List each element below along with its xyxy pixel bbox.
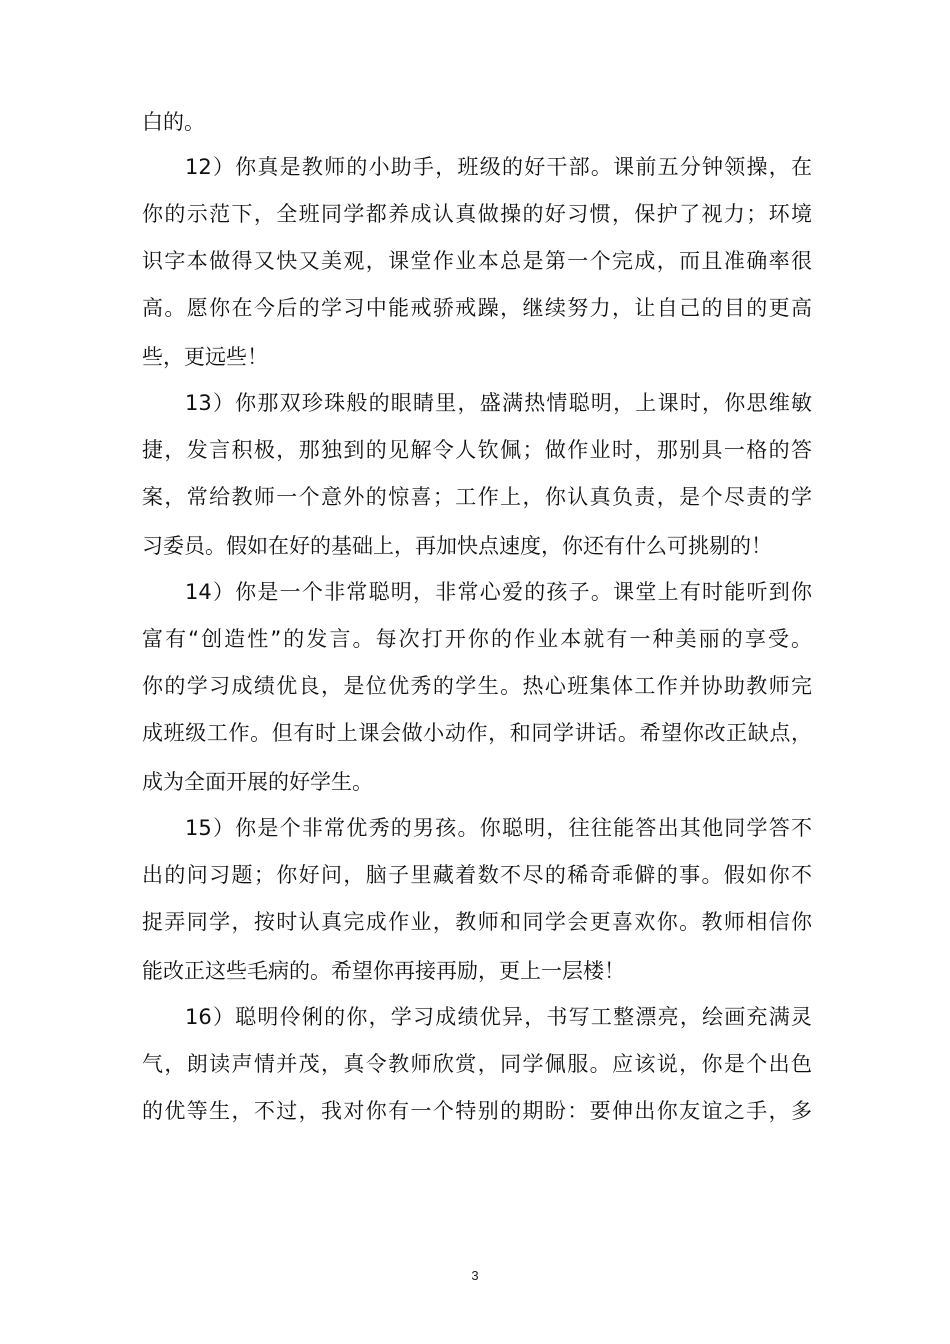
paragraph-line: 你的示范下，全班同学都养成认真做操的好习惯，保护了视力；环境 (142, 202, 812, 226)
paragraph-line: 能改正这些毛病的。希望你再接再励，更上一层楼！ (142, 959, 625, 983)
paragraph-line: 14）你是一个非常聪明，非常心爱的孩子。课堂上有时能听到你 (185, 580, 812, 604)
paragraph-line: 捉弄同学，按时认真完成作业，教师和同学会更喜欢你。教师相信你 (142, 910, 812, 934)
paragraph-line: 案，常给教师一个意外的惊喜；工作上，你认真负责，是个尽责的学 (142, 485, 812, 509)
paragraph-line: 15）你是个非常优秀的男孩。你聪明，往往能答出其他同学答不 (185, 816, 812, 840)
paragraph-line: 你的学习成绩优良，是位优秀的学生。热心班集体工作并协助教师完 (142, 674, 812, 698)
paragraph-line: 捷，发言积极，那独到的见解令人钦佩；做作业时，那别具一格的答 (142, 438, 812, 462)
paragraph-line: 16）聪明伶俐的你，学习成绩优异，书写工整漂亮，绘画充满灵 (185, 1005, 812, 1029)
paragraph-line: 识字本做得又快又美观，课堂作业本总是第一个完成，而且准确率很 (142, 249, 812, 273)
paragraph-line: 白的。 (142, 110, 205, 134)
paragraph-line: 些，更远些！ (142, 345, 268, 369)
paragraph-line: 13）你那双珍珠般的眼睛里，盛满热情聪明，上课时，你思维敏 (185, 391, 812, 415)
paragraph-line: 的优等生，不过，我对你有一个特别的期盼：要伸出你友谊之手，多 (142, 1099, 812, 1123)
paragraph-line: 成班级工作。但有时上课会做小动作，和同学讲话。希望你改正缺点， (142, 721, 812, 745)
paragraph-line: 出的问习题；你好问，脑子里藏着数不尽的稀奇乖僻的事。假如你不 (142, 863, 812, 887)
paragraph-line: 成为全面开展的好学生。 (142, 770, 373, 794)
paragraph-line: 气，朗读声情并茂，真令教师欣赏，同学佩服。应该说，你是个出色 (142, 1052, 812, 1076)
paragraph-line: 习委员。假如在好的基础上，再加快点速度，你还有什么可挑剔的！ (142, 534, 772, 558)
page-number: 3 (471, 1268, 479, 1283)
paragraph-line: 富有“创造性”的发言。每次打开你的作业本就有一种美丽的享受。 (142, 627, 812, 651)
paragraph-line: 12）你真是教师的小助手，班级的好干部。课前五分钟领操，在 (185, 155, 812, 179)
paragraph-line: 高。愿你在今后的学习中能戒骄戒躁，继续努力，让自己的目的更高 (142, 296, 812, 320)
